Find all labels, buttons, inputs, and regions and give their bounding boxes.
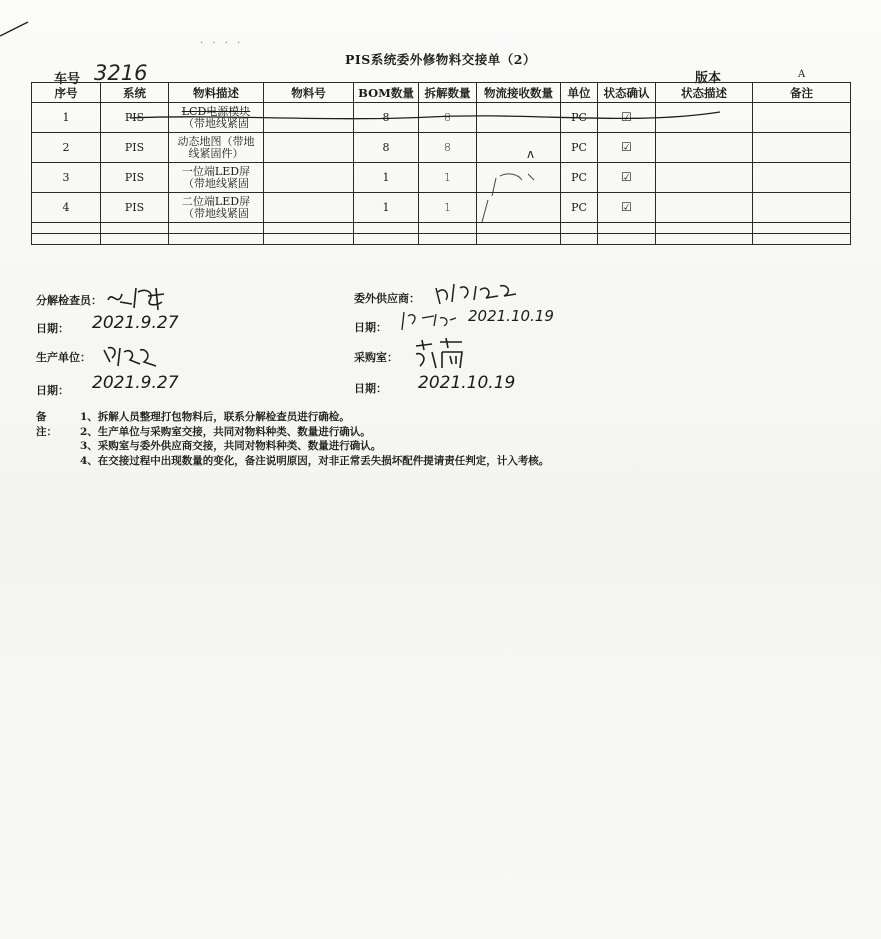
- row-status-check: [598, 133, 656, 163]
- header-cell: 状态确认: [598, 83, 656, 103]
- row-description: [169, 193, 264, 223]
- note-item: 4、在交接过程中出现数量的变化，备注说明原因，对非正常丢失损坏配件提请责任判定，计入考核。: [80, 454, 550, 467]
- car-number-value: 3216: [94, 61, 148, 85]
- handwritten-scribble: [478, 166, 568, 226]
- row-unit: PC: [561, 133, 598, 163]
- table-row: [32, 163, 851, 193]
- inspector-signature: [104, 282, 174, 312]
- row-number: 4: [32, 193, 101, 223]
- scan-dots: · · · ·: [200, 38, 244, 49]
- checkbox-checked-icon: ☑: [621, 110, 632, 124]
- row-remark: [753, 103, 851, 133]
- row-number: 2: [32, 133, 101, 163]
- production-date-label: 日期：: [36, 384, 69, 397]
- empty-cell: [354, 223, 419, 234]
- row-bom-qty: 8: [354, 103, 419, 133]
- row-remark: [753, 163, 851, 193]
- row-status-desc: [656, 133, 753, 163]
- description-line: （带地线紧固: [183, 116, 249, 130]
- row-remark: [753, 133, 851, 163]
- form-title: PIS系统委外修物料交接单（2）: [345, 52, 536, 67]
- row-description: [169, 133, 264, 163]
- header-cell: 系统: [101, 83, 169, 103]
- empty-cell: [101, 234, 169, 245]
- empty-cell: [32, 223, 101, 234]
- car-number-label: 车号: [54, 72, 81, 87]
- note-item: 3、采购室与委外供应商交接，共同对物料种类、数量进行确认。: [80, 440, 382, 452]
- row-description: [169, 163, 264, 193]
- production-signature: [100, 342, 160, 370]
- purchasing-date: 2021.10.19: [418, 373, 516, 393]
- description-line: 动态地图（带地: [177, 134, 255, 148]
- row-bom-qty: 1: [354, 163, 419, 193]
- empty-cell: [32, 234, 101, 245]
- row-system: PIS: [101, 193, 169, 223]
- description-line: （带地线紧固: [183, 206, 249, 220]
- row-number: 1: [32, 103, 101, 133]
- table-row: [32, 193, 851, 223]
- row-status-check: [598, 193, 656, 223]
- pen-stroke-mark: [0, 18, 30, 38]
- purchasing-signature: [412, 338, 468, 372]
- row-disassembled-qty: 1: [419, 193, 477, 223]
- row-material-number: [264, 193, 354, 223]
- empty-cell: [101, 223, 169, 234]
- row-material-number: [264, 133, 354, 163]
- row-disassembled-qty: 8: [419, 133, 477, 163]
- checkbox-checked-icon: ☑: [621, 170, 632, 184]
- checkbox-checked-icon: ☑: [621, 200, 632, 214]
- description-line: 一位端LED屏: [181, 164, 251, 178]
- description-line: 线紧固件）: [188, 146, 244, 160]
- header-cell: 物流接收数量: [477, 83, 561, 103]
- supplier-date-label: 日期：: [354, 321, 387, 334]
- description-line: （带地线紧固: [183, 176, 249, 190]
- table-row-empty: [32, 234, 851, 245]
- version-value: A: [798, 69, 806, 80]
- supplier-signature: [432, 278, 522, 308]
- checkbox-checked-icon: ☑: [621, 140, 632, 154]
- empty-cell: [656, 223, 753, 234]
- header-cell: 状态描述: [656, 83, 753, 103]
- row-system: PIS: [101, 103, 169, 133]
- notes-list: [80, 410, 680, 468]
- row-unit: PC: [561, 163, 598, 193]
- row-disassembled-qty: 8: [419, 103, 477, 133]
- row-system: PIS: [101, 163, 169, 193]
- header-cell: 物料描述: [169, 83, 264, 103]
- row-disassembled-qty: 1: [419, 163, 477, 193]
- table-row: [32, 133, 851, 163]
- empty-cell: [419, 223, 477, 234]
- empty-cell: [354, 234, 419, 245]
- row-status-desc: [656, 163, 753, 193]
- notes-label: 备注：: [36, 411, 57, 438]
- note-item: 1、拆解人员整理打包物料后，联系分解检查员进行确检。: [80, 411, 350, 423]
- row-status-check: [598, 163, 656, 193]
- note-item: 2、生产单位与采购室交接，共同对物料种类、数量进行确认。: [80, 425, 371, 438]
- header-cell: 序号: [32, 83, 101, 103]
- header-cell: BOM数量: [354, 83, 419, 103]
- empty-cell: [656, 234, 753, 245]
- empty-cell: [169, 223, 264, 234]
- row-unit: PC: [561, 103, 598, 133]
- row-system: PIS: [101, 133, 169, 163]
- description-line: LCD电源模块: [181, 104, 251, 118]
- row-material-number: [264, 163, 354, 193]
- row-remark: [753, 193, 851, 223]
- production-label: 生产单位：: [36, 351, 91, 364]
- row-received-qty: [477, 133, 561, 163]
- empty-cell: [561, 234, 598, 245]
- header-cell: 物料号: [264, 83, 354, 103]
- purchasing-date-label: 日期：: [354, 382, 387, 395]
- handwritten-strike-line: [130, 104, 730, 134]
- supplier-date-scribble: [400, 306, 460, 334]
- empty-cell: [264, 234, 354, 245]
- empty-cell: [264, 223, 354, 234]
- inspector-date-label: 日期：: [36, 322, 69, 335]
- row-bom-qty: 1: [354, 193, 419, 223]
- description-line: 二位端LED屏: [181, 194, 251, 208]
- empty-cell: [169, 234, 264, 245]
- table-row-empty: [32, 223, 851, 234]
- empty-cell: [598, 223, 656, 234]
- supplier-date: 2021.10.19: [468, 307, 554, 325]
- empty-cell: [753, 223, 851, 234]
- purchasing-label: 采购室：: [354, 351, 398, 364]
- row-status-desc: [656, 193, 753, 223]
- header-cell: 单位: [561, 83, 598, 103]
- row-unit: PC: [561, 193, 598, 223]
- table-header-row: [32, 83, 851, 103]
- empty-cell: [598, 234, 656, 245]
- empty-cell: [753, 234, 851, 245]
- version-label: 版本: [695, 71, 722, 86]
- header-cell: 备注: [753, 83, 851, 103]
- handwritten-check-mark: ʌ: [527, 147, 535, 161]
- row-bom-qty: 8: [354, 133, 419, 163]
- inspector-date: 2021.9.27: [92, 313, 179, 333]
- header-cell: 拆解数量: [419, 83, 477, 103]
- row-number: 3: [32, 163, 101, 193]
- empty-cell: [419, 234, 477, 245]
- inspector-label: 分解检查员：: [36, 294, 102, 307]
- empty-cell: [477, 234, 561, 245]
- supplier-label: 委外供应商：: [354, 292, 420, 305]
- production-date: 2021.9.27: [92, 373, 179, 393]
